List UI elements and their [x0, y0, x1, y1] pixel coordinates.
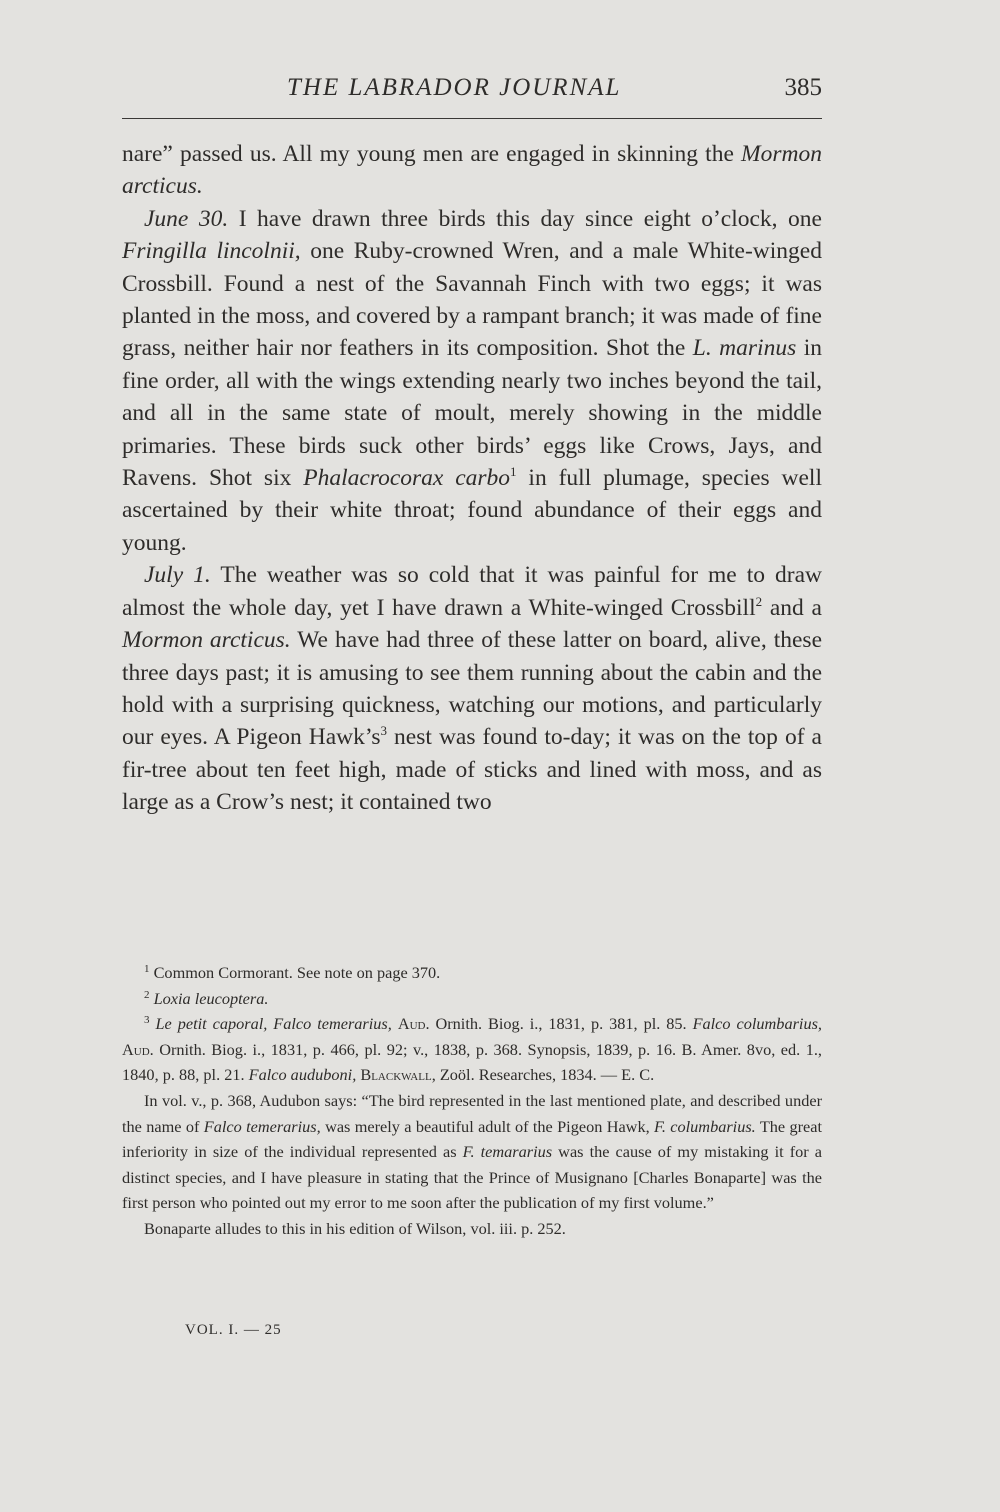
entry-july-1: July 1. The weather was so cold that it was painful for me to draw almost the whole day, yet I have drawn a White-winged Crossbill$^2$ and a Mormon arcticus. We have had three of these latter on board, alive, these three days past; it is amusing to see them running about the cabin and the hold with a surprising quickness, watching our motions, and particularly our eyes. A Pigeon $Hawk’s^3$ nest was found to-day; it was on the top of a fir-tree about ten feet high, made of sticks and lined with moss, and as large as a Crow’s nest; it contained two — [122, 562, 823, 816]
journal-text — [122, 138, 822, 819]
signature-mark: VOL. I. — 25 — [185, 1322, 282, 1338]
footnote-ref-3: 3 — [380, 723, 388, 739]
entry-date: June 30. — [144, 205, 229, 232]
page-header — [122, 72, 822, 108]
footnote-3-quote: In vol. v., p. 368, Audubon says: “The bird represented in the last mentioned plate, and described under the name of Falco temerarius, was merely a beautiful adult of the Pigeon Hawk, F. columbarius. The great inferiority in size of the individual represented as F. temararius was the cause of my mistaking it for a distinct species, and I have pleasure in stating that the Prince of Musignano [Charles Bonaparte] was the first person who pointed out my error to me soon after the publication of my first volume.” — [122, 1090, 823, 1213]
entry-date: July 1. — [144, 562, 211, 589]
footnote-1: $^1$ Common Cormorant. See note on page 370. — [144, 963, 441, 982]
footnote-ref-2: 2 — [755, 593, 763, 609]
footnotes — [122, 960, 822, 1242]
footnote-3-bonaparte: Bonaparte alludes to this in his edition of Wilson, vol. iii. p. 252. — [144, 1218, 566, 1238]
footnote-2: $^2$ Loxia leucoptera. — [144, 988, 269, 1008]
paragraph-continuation: nare” passed us. All my young men are engaged in skinning the Mormon arcticus. — [122, 141, 822, 200]
entry-june-30: June 30. I have drawn three birds this day since eight o’clock, one Fringilla lincolnii, one Ruby-crowned Wren, and a male White-winged Crossbill. Found a nest of the Savannah Finch with two eggs; it was planted in the moss, and covered by a rampant branch; it was made of fine grass, neither hair nor feathers in its composition. Shot the L. marinus in fine order, all with the wings extending nearly two inches beyond the tail, and all in the same state of moult, merely showing in the middle primaries. These birds suck other birds’ eggs like Crows, Jays, and Ravens. Shot six Phalacrocorax carbo$^1$ in full plumage, species well ascertained by their white throat; found abundance of their eggs and young. — [122, 205, 822, 556]
header-rule — [122, 118, 822, 119]
footnote-ref-1: 1 — [510, 464, 517, 480]
footnote-3: $^3$ Le petit caporal, Falco temerarius, Aud. Ornith. Biog. i., 1831, p. 381, pl. 85. Falco columbarius, Aud. Ornith. Biog. i., 1831, p. 466, pl. 92; v., 1838, p. 368. Synopsis, 1839, p. 16. B. Amer. 8vo, ed. 1., 1840, p. 88, pl. 21. Falco auduboni, Blackwall, Zoöl. Researches, 1834. — E. C. — [122, 1014, 822, 1085]
page-number: 385 — [784, 74, 822, 101]
running-head: THE LABRADOR JOURNAL — [287, 74, 622, 101]
